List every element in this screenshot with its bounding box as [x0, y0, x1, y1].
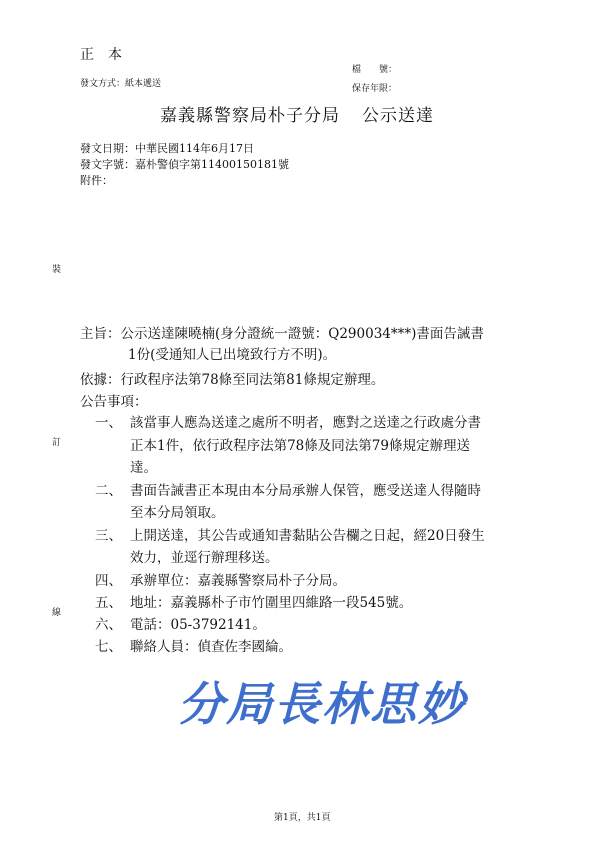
notice-item-7-num: 七、	[95, 639, 122, 655]
issue-date-label: 發文日期：	[80, 142, 135, 155]
notice-item-2-line-1: 書面告誡書正本現由本分局承辦人保管，應受送達人得隨時	[130, 483, 481, 499]
reference-value: 嘉朴警偵字第11400150181號	[135, 158, 289, 171]
subject-line-1: 公示送達陳曉楠(身分證統一證號：Q290034***)書面告誡書	[120, 326, 484, 342]
delivery-method-value: 紙本遞送	[125, 79, 162, 89]
subject-label: 主旨：	[80, 326, 121, 342]
attachment-label: 附件：	[80, 174, 113, 187]
notice-item-1-num: 一、	[95, 415, 122, 431]
notice-item-2-num: 二、	[95, 483, 122, 499]
reference-number	[80, 156, 289, 172]
agency-name: 嘉義縣警察局朴子分局	[160, 106, 340, 126]
notice-item-1-line-3: 達。	[130, 460, 157, 476]
notice-item-3-line-2: 效力，並逕行辦理移送。	[130, 550, 279, 566]
retention-label: 保存年限：	[352, 84, 398, 94]
notice-item-4-num: 四、	[95, 573, 122, 589]
notice-item-1-line-2: 正本1件，依行政程序法第78條及同法第79條規定辦理送	[130, 438, 470, 454]
signature-text: 分局長林思妙	[178, 677, 466, 731]
notice-item-2-line-2: 至本分局領取。	[130, 505, 225, 521]
subject	[80, 322, 484, 342]
notice-item-3-num: 三、	[95, 528, 122, 544]
notice-item-4-line-1: 承辦單位：嘉義縣警察局朴子分局。	[130, 573, 346, 589]
notice-label: 公告事項：	[80, 394, 148, 410]
notice-item-6-line-1: 電話：05-3792141。	[130, 617, 266, 633]
copy-type: 正 本	[80, 47, 122, 63]
binding-mark-3: 線	[52, 608, 62, 618]
subject-line-2: 1份(受通知人已出境致行方不明)。	[128, 347, 337, 363]
notice-item-3-line-1: 上開送達，其公告或通知書黏貼公告欄之日起，經20日發生	[130, 528, 485, 544]
basis-text: 行政程序法第78條至同法第81條規定辦理。	[120, 372, 385, 388]
binding-mark-1: 裝	[52, 265, 62, 275]
page-footer: 第1頁，共1頁	[274, 813, 331, 823]
notice-item-1-line-1: 該當事人應為送達之處所不明者，應對之送達之行政處分書	[130, 415, 481, 431]
reference-label: 發文字號：	[80, 158, 135, 171]
binding-mark-2: 訂	[52, 438, 62, 448]
document-type: 公示送達	[362, 106, 434, 126]
file-no-label: 檔 號：	[352, 65, 398, 75]
issue-date	[80, 140, 254, 156]
delivery-method	[80, 76, 161, 89]
page-title	[160, 101, 434, 126]
delivery-method-label: 發文方式：	[80, 79, 126, 89]
basis-label: 依據：	[80, 372, 121, 388]
notice-item-6-num: 六、	[95, 617, 122, 633]
basis	[80, 368, 384, 388]
issue-date-value: 中華民國114年6月17日	[135, 142, 254, 155]
notice-item-5-num: 五、	[95, 595, 122, 611]
signature-stamp	[178, 668, 466, 734]
notice-item-7-line-1: 聯絡人員：偵查佐李國綸。	[130, 639, 292, 655]
notice-item-5-line-1: 地址：嘉義縣朴子市竹圍里四維路一段545號。	[130, 595, 413, 611]
